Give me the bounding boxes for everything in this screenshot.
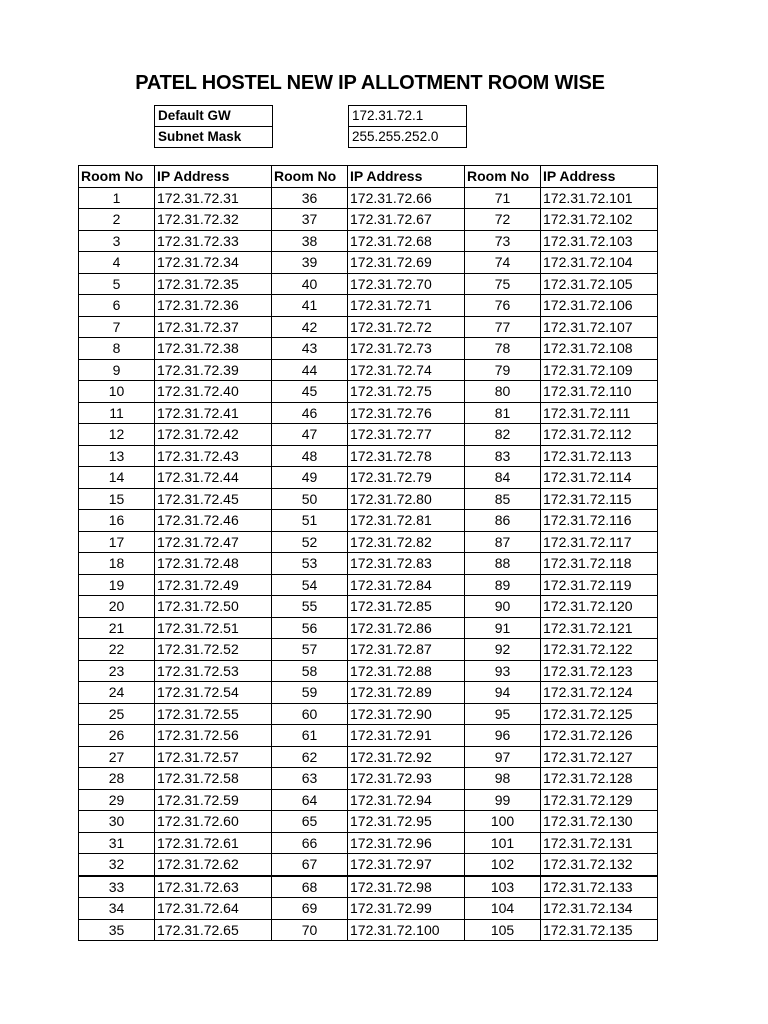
- table-row: [79, 402, 658, 424]
- table-row: [79, 553, 658, 575]
- room-number-cell[interactable]: 103: [465, 876, 541, 898]
- room-number-cell[interactable]: 74: [465, 252, 541, 274]
- subnet-mask-label[interactable]: Subnet Mask: [155, 127, 273, 148]
- room-number-cell[interactable]: 14: [79, 467, 155, 489]
- room-number-cell[interactable]: 83: [465, 445, 541, 467]
- room-number-cell[interactable]: 72: [465, 209, 541, 231]
- table-row: [79, 488, 658, 510]
- table-row: [79, 467, 658, 489]
- ip-address-cell[interactable]: 172.31.72.47: [155, 531, 272, 553]
- ip-address-cell[interactable]: 172.31.72.40: [155, 381, 272, 403]
- ip-address-cell[interactable]: 172.31.72.64: [155, 898, 272, 920]
- room-number-cell[interactable]: 82: [465, 424, 541, 446]
- room-number-cell[interactable]: 18: [79, 553, 155, 575]
- room-number-cell[interactable]: 24: [79, 682, 155, 704]
- room-number-cell[interactable]: 101: [465, 832, 541, 854]
- ip-address-cell[interactable]: 172.31.72.116: [541, 510, 658, 532]
- room-number-cell[interactable]: 68: [272, 876, 348, 898]
- ip-address-cell[interactable]: 172.31.72.37: [155, 316, 272, 338]
- room-number-cell[interactable]: 15: [79, 488, 155, 510]
- ip-address-cell[interactable]: 172.31.72.46: [155, 510, 272, 532]
- ip-address-cell[interactable]: 172.31.72.56: [155, 725, 272, 747]
- table-row: [79, 209, 658, 231]
- ip-address-cell[interactable]: 172.31.72.94: [348, 789, 465, 811]
- ip-address-cell[interactable]: 172.31.72.48: [155, 553, 272, 575]
- room-number-cell[interactable]: 60: [272, 703, 348, 725]
- room-number-cell[interactable]: 9: [79, 359, 155, 381]
- ip-address-cell[interactable]: 172.31.72.82: [348, 531, 465, 553]
- ip-address-cell[interactable]: 172.31.72.86: [348, 617, 465, 639]
- ip-address-cell[interactable]: 172.31.72.72: [348, 316, 465, 338]
- room-number-cell[interactable]: 80: [465, 381, 541, 403]
- ip-address-cell[interactable]: 172.31.72.76: [348, 402, 465, 424]
- room-number-cell[interactable]: 102: [465, 854, 541, 876]
- room-number-cell[interactable]: 48: [272, 445, 348, 467]
- table-row: [79, 660, 658, 682]
- ip-address-cell[interactable]: 172.31.72.102: [541, 209, 658, 231]
- ip-address-cell[interactable]: 172.31.72.120: [541, 596, 658, 618]
- ip-address-cell[interactable]: 172.31.72.81: [348, 510, 465, 532]
- room-number-cell[interactable]: 34: [79, 898, 155, 920]
- ip-address-cell[interactable]: 172.31.72.52: [155, 639, 272, 661]
- ip-address-cell[interactable]: 172.31.72.99: [348, 898, 465, 920]
- room-number-cell[interactable]: 59: [272, 682, 348, 704]
- table-row: [79, 273, 658, 295]
- table-row: [79, 617, 658, 639]
- ip-address-cell[interactable]: 172.31.72.71: [348, 295, 465, 317]
- table-row: [79, 295, 658, 317]
- table-row: [79, 596, 658, 618]
- ip-address-cell[interactable]: 172.31.72.36: [155, 295, 272, 317]
- room-number-cell[interactable]: 4: [79, 252, 155, 274]
- ip-address-cell[interactable]: 172.31.72.119: [541, 574, 658, 596]
- table-row: [79, 919, 658, 941]
- room-number-cell[interactable]: 23: [79, 660, 155, 682]
- room-number-cell[interactable]: 96: [465, 725, 541, 747]
- ip-address-cell[interactable]: 172.31.72.67: [348, 209, 465, 231]
- ip-address-cell[interactable]: 172.31.72.135: [541, 919, 658, 941]
- table-row: [79, 252, 658, 274]
- room-number-cell[interactable]: 36: [272, 187, 348, 209]
- room-number-cell[interactable]: 6: [79, 295, 155, 317]
- room-number-cell[interactable]: 97: [465, 746, 541, 768]
- ip-address-cell[interactable]: 172.31.72.43: [155, 445, 272, 467]
- room-number-cell[interactable]: 84: [465, 467, 541, 489]
- ip-address-cell[interactable]: 172.31.72.90: [348, 703, 465, 725]
- room-number-cell[interactable]: 1: [79, 187, 155, 209]
- ip-address-cell[interactable]: 172.31.72.93: [348, 768, 465, 790]
- room-number-cell[interactable]: 58: [272, 660, 348, 682]
- room-number-cell[interactable]: 16: [79, 510, 155, 532]
- table-row: [79, 832, 658, 854]
- ip-address-cell[interactable]: 172.31.72.78: [348, 445, 465, 467]
- room-number-cell[interactable]: 20: [79, 596, 155, 618]
- room-number-cell[interactable]: 94: [465, 682, 541, 704]
- room-number-cell[interactable]: 63: [272, 768, 348, 790]
- room-number-cell[interactable]: 22: [79, 639, 155, 661]
- room-number-cell[interactable]: 85: [465, 488, 541, 510]
- ip-address-cell[interactable]: 172.31.72.118: [541, 553, 658, 575]
- ip-address-cell[interactable]: 172.31.72.83: [348, 553, 465, 575]
- ip-address-cell[interactable]: 172.31.72.31: [155, 187, 272, 209]
- ip-address-cell[interactable]: 172.31.72.108: [541, 338, 658, 360]
- ip-address-cell[interactable]: 172.31.72.66: [348, 187, 465, 209]
- ip-address-cell[interactable]: 172.31.72.110: [541, 381, 658, 403]
- room-number-cell[interactable]: 71: [465, 187, 541, 209]
- ip-address-cell[interactable]: 172.31.72.106: [541, 295, 658, 317]
- room-number-cell[interactable]: 69: [272, 898, 348, 920]
- ip-address-cell[interactable]: 172.31.72.80: [348, 488, 465, 510]
- network-values-table: [348, 105, 467, 148]
- room-number-cell[interactable]: 11: [79, 402, 155, 424]
- table-row: [79, 725, 658, 747]
- room-number-cell[interactable]: 41: [272, 295, 348, 317]
- room-number-cell[interactable]: 104: [465, 898, 541, 920]
- room-number-cell[interactable]: 92: [465, 639, 541, 661]
- table-row: [79, 789, 658, 811]
- ip-address-cell[interactable]: 172.31.72.97: [348, 854, 465, 876]
- table-row: [79, 230, 658, 252]
- room-number-cell[interactable]: 47: [272, 424, 348, 446]
- ip-address-cell[interactable]: 172.31.72.33: [155, 230, 272, 252]
- room-number-cell[interactable]: 35: [79, 919, 155, 941]
- ip-address-cell[interactable]: 172.31.72.87: [348, 639, 465, 661]
- room-number-cell[interactable]: 17: [79, 531, 155, 553]
- ip-address-cell[interactable]: 172.31.72.127: [541, 746, 658, 768]
- ip-address-cell[interactable]: 172.31.72.74: [348, 359, 465, 381]
- room-number-cell[interactable]: 89: [465, 574, 541, 596]
- table-row: [79, 682, 658, 704]
- ip-address-cell[interactable]: 172.31.72.55: [155, 703, 272, 725]
- ip-address-cell[interactable]: 172.31.72.103: [541, 230, 658, 252]
- ip-address-header[interactable]: IP Address: [348, 166, 465, 188]
- room-number-cell[interactable]: 33: [79, 876, 155, 898]
- page-title: PATEL HOSTEL NEW IP ALLOTMENT ROOM WISE: [135, 72, 605, 94]
- ip-address-cell[interactable]: 172.31.72.105: [541, 273, 658, 295]
- ip-address-cell[interactable]: 172.31.72.79: [348, 467, 465, 489]
- table-row: [79, 424, 658, 446]
- ip-address-cell[interactable]: 172.31.72.39: [155, 359, 272, 381]
- room-number-cell[interactable]: 53: [272, 553, 348, 575]
- room-number-cell[interactable]: 42: [272, 316, 348, 338]
- room-number-cell[interactable]: 2: [79, 209, 155, 231]
- ip-address-cell[interactable]: 172.31.72.70: [348, 273, 465, 295]
- default-gw-label[interactable]: Default GW: [155, 106, 273, 127]
- table-row: [79, 510, 658, 532]
- table-row: [79, 703, 658, 725]
- room-number-cell[interactable]: 43: [272, 338, 348, 360]
- room-number-cell[interactable]: 62: [272, 746, 348, 768]
- room-number-cell[interactable]: 98: [465, 768, 541, 790]
- room-number-cell[interactable]: 10: [79, 381, 155, 403]
- ip-address-cell[interactable]: 172.31.72.57: [155, 746, 272, 768]
- ip-address-cell[interactable]: 172.31.72.109: [541, 359, 658, 381]
- ip-address-cell[interactable]: 172.31.72.124: [541, 682, 658, 704]
- room-number-cell[interactable]: 13: [79, 445, 155, 467]
- ip-address-header[interactable]: IP Address: [155, 166, 272, 188]
- ip-address-cell[interactable]: 172.31.72.113: [541, 445, 658, 467]
- ip-address-cell[interactable]: 172.31.72.53: [155, 660, 272, 682]
- table-row: [79, 898, 658, 920]
- room-number-cell[interactable]: 45: [272, 381, 348, 403]
- room-number-cell[interactable]: 66: [272, 832, 348, 854]
- room-number-cell[interactable]: 73: [465, 230, 541, 252]
- room-number-cell[interactable]: 21: [79, 617, 155, 639]
- ip-address-cell[interactable]: 172.31.72.96: [348, 832, 465, 854]
- room-number-cell[interactable]: 39: [272, 252, 348, 274]
- ip-address-cell[interactable]: 172.31.72.107: [541, 316, 658, 338]
- ip-address-cell[interactable]: 172.31.72.63: [155, 876, 272, 898]
- room-number-cell[interactable]: 8: [79, 338, 155, 360]
- table-row: [79, 574, 658, 596]
- room-number-cell[interactable]: 79: [465, 359, 541, 381]
- ip-address-cell[interactable]: 172.31.72.44: [155, 467, 272, 489]
- room-number-cell[interactable]: 49: [272, 467, 348, 489]
- ip-address-cell[interactable]: 172.31.72.68: [348, 230, 465, 252]
- table-row: [79, 381, 658, 403]
- subnet-mask-value[interactable]: 255.255.252.0: [349, 127, 467, 148]
- room-number-cell[interactable]: 38: [272, 230, 348, 252]
- ip-address-cell[interactable]: 172.31.72.38: [155, 338, 272, 360]
- table-row: [79, 359, 658, 381]
- room-number-cell[interactable]: 77: [465, 316, 541, 338]
- ip-address-cell[interactable]: 172.31.72.51: [155, 617, 272, 639]
- table-row: [79, 854, 658, 876]
- ip-address-cell[interactable]: 172.31.72.100: [348, 919, 465, 941]
- ip-address-cell[interactable]: 172.31.72.77: [348, 424, 465, 446]
- ip-address-cell[interactable]: 172.31.72.125: [541, 703, 658, 725]
- room-number-cell[interactable]: 76: [465, 295, 541, 317]
- ip-address-cell[interactable]: 172.31.72.133: [541, 876, 658, 898]
- ip-address-cell[interactable]: 172.31.72.32: [155, 209, 272, 231]
- room-number-cell[interactable]: 91: [465, 617, 541, 639]
- room-number-cell[interactable]: 27: [79, 746, 155, 768]
- ip-address-cell[interactable]: 172.31.72.88: [348, 660, 465, 682]
- room-number-cell[interactable]: 32: [79, 854, 155, 876]
- room-number-cell[interactable]: 7: [79, 316, 155, 338]
- ip-address-cell[interactable]: 172.31.72.62: [155, 854, 272, 876]
- ip-address-cell[interactable]: 172.31.72.121: [541, 617, 658, 639]
- ip-address-cell[interactable]: 172.31.72.69: [348, 252, 465, 274]
- table-row: [79, 338, 658, 360]
- ip-address-cell[interactable]: 172.31.72.34: [155, 252, 272, 274]
- ip-address-cell[interactable]: 172.31.72.130: [541, 811, 658, 833]
- table-row: [79, 876, 658, 898]
- room-number-cell[interactable]: 61: [272, 725, 348, 747]
- room-number-cell[interactable]: 29: [79, 789, 155, 811]
- room-no-header[interactable]: Room No: [465, 166, 541, 188]
- room-number-cell[interactable]: 65: [272, 811, 348, 833]
- ip-address-cell[interactable]: 172.31.72.85: [348, 596, 465, 618]
- room-number-cell[interactable]: 100: [465, 811, 541, 833]
- ip-address-cell[interactable]: 172.31.72.101: [541, 187, 658, 209]
- ip-address-cell[interactable]: 172.31.72.92: [348, 746, 465, 768]
- ip-address-cell[interactable]: 172.31.72.60: [155, 811, 272, 833]
- room-number-cell[interactable]: 99: [465, 789, 541, 811]
- room-number-cell[interactable]: 87: [465, 531, 541, 553]
- table-row: [79, 445, 658, 467]
- room-number-cell[interactable]: 31: [79, 832, 155, 854]
- ip-address-cell[interactable]: 172.31.72.84: [348, 574, 465, 596]
- room-number-cell[interactable]: 26: [79, 725, 155, 747]
- default-gw-row: [155, 106, 273, 127]
- room-number-cell[interactable]: 93: [465, 660, 541, 682]
- ip-address-cell[interactable]: 172.31.72.129: [541, 789, 658, 811]
- room-number-cell[interactable]: 51: [272, 510, 348, 532]
- ip-address-cell[interactable]: 172.31.72.104: [541, 252, 658, 274]
- table-row: [79, 531, 658, 553]
- ip-address-cell[interactable]: 172.31.72.114: [541, 467, 658, 489]
- ip-address-cell[interactable]: 172.31.72.61: [155, 832, 272, 854]
- ip-address-cell[interactable]: 172.31.72.117: [541, 531, 658, 553]
- room-number-cell[interactable]: 105: [465, 919, 541, 941]
- room-number-cell[interactable]: 81: [465, 402, 541, 424]
- room-number-cell[interactable]: 25: [79, 703, 155, 725]
- ip-address-cell[interactable]: 172.31.72.50: [155, 596, 272, 618]
- ip-address-cell[interactable]: 172.31.72.115: [541, 488, 658, 510]
- ip-address-cell[interactable]: 172.31.72.134: [541, 898, 658, 920]
- ip-address-cell[interactable]: 172.31.72.126: [541, 725, 658, 747]
- room-number-cell[interactable]: 70: [272, 919, 348, 941]
- ip-address-cell[interactable]: 172.31.72.65: [155, 919, 272, 941]
- ip-address-cell[interactable]: 172.31.72.59: [155, 789, 272, 811]
- room-number-cell[interactable]: 40: [272, 273, 348, 295]
- room-no-header[interactable]: Room No: [79, 166, 155, 188]
- ip-address-cell[interactable]: 172.31.72.91: [348, 725, 465, 747]
- ip-address-cell[interactable]: 172.31.72.111: [541, 402, 658, 424]
- room-number-cell[interactable]: 78: [465, 338, 541, 360]
- room-number-cell[interactable]: 56: [272, 617, 348, 639]
- room-number-cell[interactable]: 55: [272, 596, 348, 618]
- room-number-cell[interactable]: 3: [79, 230, 155, 252]
- room-number-cell[interactable]: 95: [465, 703, 541, 725]
- room-number-cell[interactable]: 44: [272, 359, 348, 381]
- ip-address-cell[interactable]: 172.31.72.123: [541, 660, 658, 682]
- ip-address-cell[interactable]: 172.31.72.98: [348, 876, 465, 898]
- table-row: [79, 746, 658, 768]
- ip-address-header[interactable]: IP Address: [541, 166, 658, 188]
- table-row: [79, 639, 658, 661]
- ip-address-cell[interactable]: 172.31.72.75: [348, 381, 465, 403]
- ip-address-cell[interactable]: 172.31.72.49: [155, 574, 272, 596]
- ip-address-cell[interactable]: 172.31.72.42: [155, 424, 272, 446]
- table-row: [79, 811, 658, 833]
- subnet-mask-row: [155, 127, 273, 148]
- header-row: [79, 166, 658, 188]
- room-number-cell[interactable]: 46: [272, 402, 348, 424]
- room-number-cell[interactable]: 12: [79, 424, 155, 446]
- room-number-cell[interactable]: 88: [465, 553, 541, 575]
- table-row: [79, 187, 658, 209]
- room-number-cell[interactable]: 28: [79, 768, 155, 790]
- room-number-cell[interactable]: 57: [272, 639, 348, 661]
- ip-address-cell[interactable]: 172.31.72.58: [155, 768, 272, 790]
- ip-address-cell[interactable]: 172.31.72.112: [541, 424, 658, 446]
- room-number-cell[interactable]: 50: [272, 488, 348, 510]
- room-number-cell[interactable]: 64: [272, 789, 348, 811]
- ip-address-cell[interactable]: 172.31.72.89: [348, 682, 465, 704]
- ip-address-cell[interactable]: 172.31.72.128: [541, 768, 658, 790]
- default-gw-value-row: [349, 106, 467, 127]
- room-number-cell[interactable]: 67: [272, 854, 348, 876]
- room-number-cell[interactable]: 30: [79, 811, 155, 833]
- ip-address-cell[interactable]: 172.31.72.122: [541, 639, 658, 661]
- room-number-cell[interactable]: 37: [272, 209, 348, 231]
- ip-address-cell[interactable]: 172.31.72.41: [155, 402, 272, 424]
- room-number-cell[interactable]: 19: [79, 574, 155, 596]
- table-row: [79, 768, 658, 790]
- ip-address-cell[interactable]: 172.31.72.132: [541, 854, 658, 876]
- room-number-cell[interactable]: 90: [465, 596, 541, 618]
- network-labels-table: [154, 105, 273, 148]
- table-row: [79, 316, 658, 338]
- room-number-cell[interactable]: 86: [465, 510, 541, 532]
- default-gw-value[interactable]: 172.31.72.1: [349, 106, 467, 127]
- room-number-cell[interactable]: 5: [79, 273, 155, 295]
- ip-address-cell[interactable]: 172.31.72.131: [541, 832, 658, 854]
- subnet-mask-value-row: [349, 127, 467, 148]
- ip-allotment-table: [78, 165, 658, 941]
- room-number-cell[interactable]: 54: [272, 574, 348, 596]
- room-number-cell[interactable]: 75: [465, 273, 541, 295]
- ip-address-cell[interactable]: 172.31.72.35: [155, 273, 272, 295]
- ip-address-cell[interactable]: 172.31.72.73: [348, 338, 465, 360]
- ip-address-cell[interactable]: 172.31.72.95: [348, 811, 465, 833]
- room-no-header[interactable]: Room No: [272, 166, 348, 188]
- ip-address-cell[interactable]: 172.31.72.45: [155, 488, 272, 510]
- ip-address-cell[interactable]: 172.31.72.54: [155, 682, 272, 704]
- room-number-cell[interactable]: 52: [272, 531, 348, 553]
